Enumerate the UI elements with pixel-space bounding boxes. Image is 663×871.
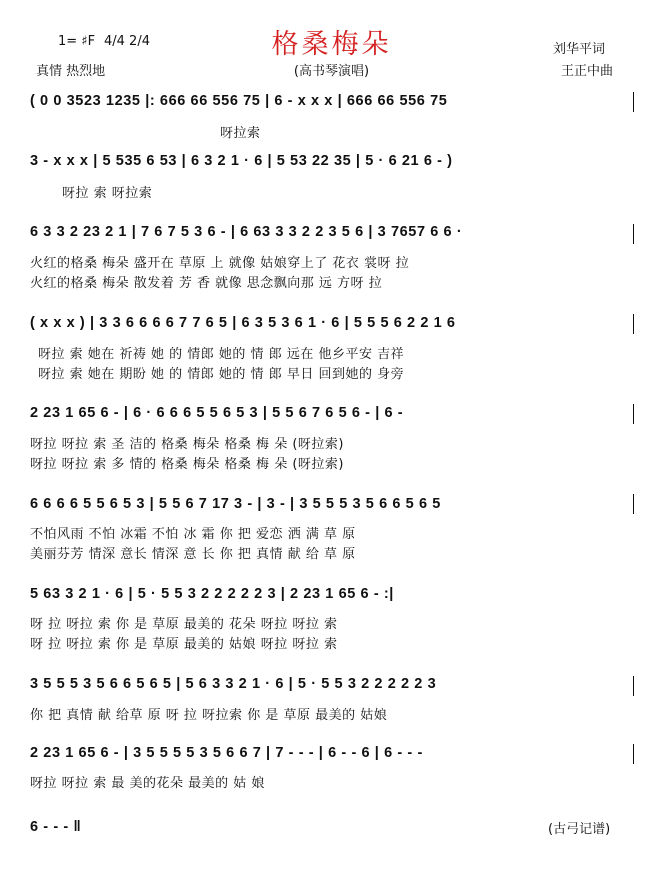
lyrics-row-1: 呀拉索 — [220, 126, 261, 141]
score-row-7: 5 63 3 2 1 · 6 | 5 · 5 5 3 2 2 2 2 2 3 | 2 23 1 65 6 - :| — [30, 586, 394, 602]
composer-credit: 王正中曲 — [561, 64, 614, 79]
score-final-line: 6 - - - ‖ — [30, 819, 82, 835]
lyrics-row-3-verse-1: 火红的格桑 梅朵 盛开在 草原 上 就像 姑娘穿上了 花衣 裳呀 拉 — [30, 256, 410, 271]
lyricist-credit: 刘华平词 — [553, 42, 606, 57]
bar-line — [633, 404, 634, 424]
lyrics-row-9: 呀拉 呀拉 索 最 美的花朵 最美的 姑 娘 — [30, 776, 265, 791]
score-row-9: 2 23 1 65 6 - | 3 5 5 5 5 3 5 6 6 7 | 7 - - - | 6 - - 6 | 6 - - - — [30, 745, 423, 761]
lyrics-row-6-verse-1: 不怕风雨 不怕 冰霜 不怕 冰 霜 你 把 爱恋 洒 满 草 原 — [30, 527, 356, 542]
singer-credit: (高书琴演唱) — [293, 64, 370, 79]
score-row-4: ( x x x ) | 3 3 6 6 6 6 7 7 6 5 | 6 3 5 3 6 1 · 6 | 5 5 5 6 2 2 1 6 — [30, 315, 456, 331]
lyrics-row-5-verse-2: 呀拉 呀拉 索 多 情的 格桑 梅朵 格桑 梅 朵 (呀拉索) — [30, 457, 344, 472]
lyrics-row-7-verse-2: 呀 拉 呀拉 索 你 是 草原 最美的 姑娘 呀拉 呀拉 索 — [30, 637, 338, 652]
score-row-2: 3 - x x x | 5 535 6 53 | 6 3 2 1 · 6 | 5 53 22 35 | 5 · 6 21 6 - ) — [30, 153, 453, 169]
lyrics-row-3-verse-2: 火红的格桑 梅朵 散发着 芳 香 就像 思念飘向那 远 方呀 拉 — [30, 276, 383, 291]
lyrics-row-4-verse-2: 呀拉 索 她在 期盼 她 的 情郎 她的 情 郎 早日 回到她的 身旁 — [38, 367, 405, 382]
bar-line — [633, 314, 634, 334]
lyrics-row-2: 呀拉 索 呀拉索 — [62, 186, 153, 201]
bar-line — [633, 494, 634, 514]
score-row-3: 6 3 3 2 23 2 1 | 7 6 7 5 3 6 - | 6 63 3 3 2 2 3 5 6 | 3 7657 6 6 · — [30, 224, 463, 240]
time-signature: 4/4 2/4 — [104, 34, 150, 49]
tempo-marking: 真情 热烈地 — [36, 64, 106, 79]
bar-line — [633, 676, 634, 696]
lyrics-row-7-verse-1: 呀 拉 呀拉 索 你 是 草原 最美的 花朵 呀拉 呀拉 索 — [30, 617, 338, 632]
bar-line — [633, 224, 634, 244]
score-row-5: 2 23 1 65 6 - | 6 · 6 6 6 5 5 6 5 3 | 5 5 6 7 6 5 6 - | 6 - — [30, 405, 404, 421]
lyrics-row-5-verse-1: 呀拉 呀拉 索 圣 洁的 格桑 梅朵 格桑 梅 朵 (呀拉索) — [30, 437, 344, 452]
bar-line — [633, 92, 634, 112]
lyrics-row-4-verse-1: 呀拉 索 她在 祈祷 她 的 情郎 她的 情 郎 远在 他乡平安 吉祥 — [38, 347, 405, 362]
score-row-8: 3 5 5 5 3 5 6 6 5 6 5 | 5 6 3 3 2 1 · 6 | 5 · 5 5 3 2 2 2 2 2 3 — [30, 676, 437, 692]
score-row-1: ( 0 0 3523 1235 |: 666 66 556 75 | 6 - x x x | 666 66 556 75 — [30, 93, 448, 109]
transcriber-credit: (古弓记谱) — [548, 822, 611, 837]
bar-line — [633, 744, 634, 764]
lyrics-row-8: 你 把 真情 献 给草 原 呀 拉 呀拉索 你 是 草原 最美的 姑娘 — [30, 708, 388, 723]
song-title: 格桑梅朵 — [271, 29, 392, 60]
score-row-6: 6 6 6 6 5 5 6 5 3 | 5 5 6 7 17 3 - | 3 - | 3 5 5 5 3 5 6 6 5 6 5 — [30, 496, 441, 512]
lyrics-row-6-verse-2: 美丽芬芳 情深 意长 情深 意 长 你 把 真情 献 给 草 原 — [30, 547, 356, 562]
key-signature: 1= ♯F — [58, 34, 96, 49]
